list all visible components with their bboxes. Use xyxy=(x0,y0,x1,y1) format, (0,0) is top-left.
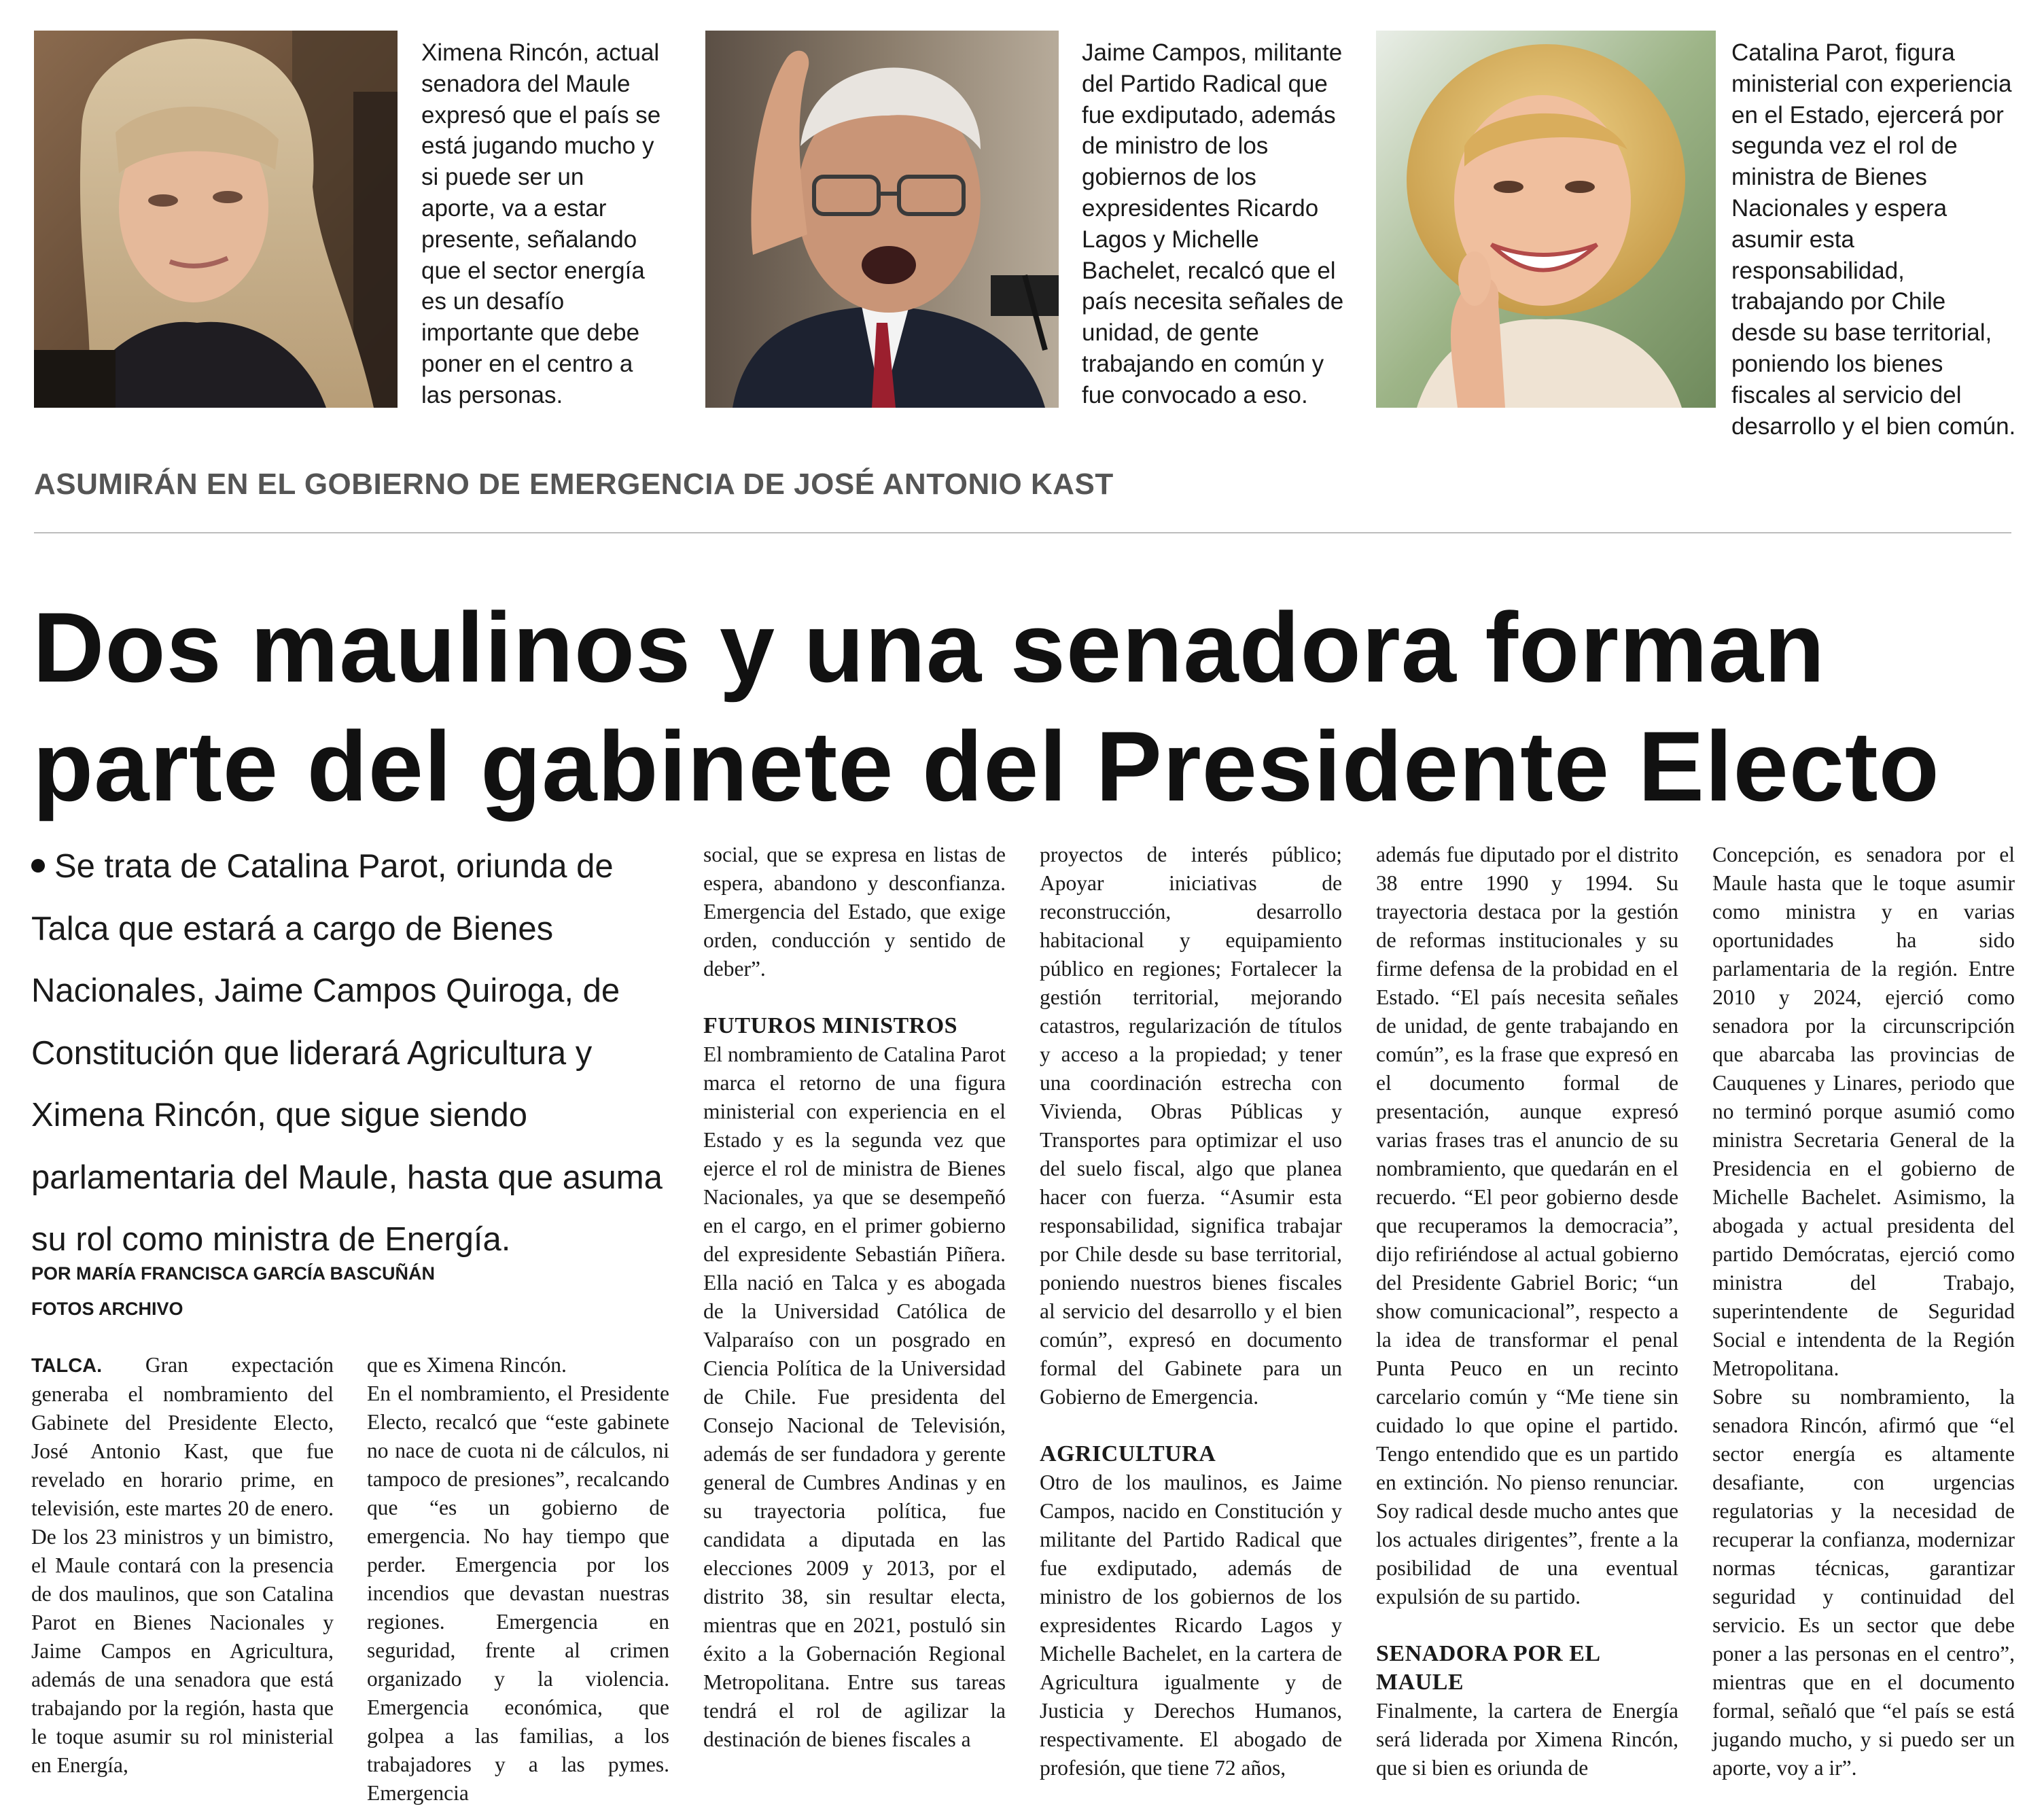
body-paragraph: proyectos de interés público; Apoyar iniciativas de reconstrucción, desarrollo habitacional y equipamiento público en regiones; Fortalecer la gestión territorial, mejorando catastros, regularización de títulos y acceso a la propiedad; y tener una coordinación estrecha con Vivienda, Obras Públicas y Transportes para optimizar el uso del suelo fiscal, algo que planea hacer con fuerza. “Asumir esta responsabilidad, significa trabajar por Chile desde su base territorial, poniendo nuestros bienes fiscales al servicio del desarrollo y el bien común”, expresó en documento formal del Gabinete para un Gobierno de Emergencia. xyxy=(1040,843,1342,1409)
body-paragraph: además fue diputado por el distrito 38 entre 1990 y 1994. Su trayectoria destaca por la gestión de reformas institucionales y su firme defensa de la probidad en el Estado. “El país necesita señales de unidad, de gente trabajando en común”, es la frase que expresó en el documento formal de presentación, aunque expresó varias frases tras el anuncio de su nombramiento, que quedarán en el recuerdo. “El peor gobierno desde que recuperamos la democracia”, dijo refiriéndose al actual gobierno del Presidente Gabriel Boric; “un show comunicacional”, respecto a la idea de transformar el penal Punta Peuco en un recinto carcelario común y “Me tiene sin cuidado lo que opine el partido. Tengo entendido que es un partido en extinción. No pienso renunciar. Soy radical desde mucho antes que los actuales dirigentes”, frente a la posibilidad de una eventual expulsión de su partido. xyxy=(1376,843,1678,1608)
body-paragraph: En el nombramiento, el Presidente Electo, recalcó que “este gabinete no nace de cuota ni de cálculos, ni tampoco de presiones”, recalcando que “es un gobierno de emergencia. No hay tiempo que perder. Emergencia por los incendios que devastan nuestras regiones. Emergencia en seguridad, frente al crimen organizado y la violencia. Emergencia económica, que golpea a las familias, a los trabajadores y a las pymes. Emergencia xyxy=(367,1381,669,1805)
body-column-1 xyxy=(31,1351,334,1780)
article-lead xyxy=(31,836,684,1271)
body-paragraph: Finalmente, la cartera de Energía será liderada por Ximena Rincón, que si bien es oriunda de xyxy=(1376,1699,1678,1780)
article-kicker: ASUMIRÁN EN EL GOBIERNO DE EMERGENCIA DE JOSÉ ANTONIO KAST xyxy=(34,468,1114,501)
body-paragraph: social, que se expresa en listas de espera, abandono y desconfianza. Emergencia del Estado, que exige orden, conducción y sentido de deber”. xyxy=(703,843,1006,981)
body-paragraph: que es Ximena Rincón. xyxy=(367,1353,567,1377)
headline-line-2: parte del gabinete del Presidente Electo xyxy=(33,711,1940,822)
photo-jaime-campos xyxy=(705,31,1059,408)
body-column-5 xyxy=(1376,841,1678,1782)
body-column-6 xyxy=(1712,841,2015,1782)
photo-catalina-parot xyxy=(1376,31,1716,408)
body-column-3 xyxy=(703,841,1006,1754)
article-headline xyxy=(33,588,2024,826)
body-column-4 xyxy=(1040,841,1342,1782)
photo-caption-jaime-campos: Jaime Campos, militante del Partido Radical que fue exdiputado, además de ministro de los gobiernos de los expresidentes Ricardo Lagos y Michelle Bachelet, recalcó que el país necesita señales de unidad, de gente trabajando en común y fue convocado a eso. xyxy=(1082,39,1344,408)
photo-ximena-rincon xyxy=(34,31,398,408)
photo-credit: FOTOS ARCHIVO xyxy=(31,1299,183,1319)
headline-line-1: Dos maulinos y una senadora forman xyxy=(33,592,1826,703)
dateline: TALCA. xyxy=(31,1355,103,1377)
article-byline xyxy=(31,1256,435,1326)
body-paragraph: TALCA. Gran expectación generaba el nombramiento del Gabinete del Presidente Electo, José Antonio Kast, que fue revelado en horario prime, en televisión, este martes 20 de enero. De los 23 ministros y un bimistro, el Maule contará con la presencia de dos maulinos, que son Catalina Parot en Bienes Nacionales y Jaime Campos en Agricultura, además de una senadora que está trabajando por la región, hasta que le toque asumir su rol ministerial en Energía, xyxy=(31,1353,334,1777)
author-credit: POR MARÍA FRANCISCA GARCÍA BASCUÑÁN xyxy=(31,1263,435,1284)
body-column-2 xyxy=(367,1351,669,1808)
lead-text: Se trata de Catalina Parot, oriunda de Talca que estará a cargo de Bienes Nacionales, Jaime Campos Quiroga, de Constitución que liderará Agricultura y Ximena Rincón, que sigue siendo parlamentaria del Maule, hasta que asuma su rol como ministra de Energía. xyxy=(31,848,663,1258)
photo-caption-ximena-rincon: Ximena Rincón, actual senadora del Maule expresó que el país se está jugando mucho y si puede ser un aporte, va a estar presente, señalando que el sector energía es un desafío importante que debe poner en el centro a las personas. xyxy=(421,39,661,408)
body-paragraph: Sobre su nombramiento, la senadora Rincón, afirmó que “el sector energía es altamente desafiante, con urgencias regulatorias y la necesidad de recuperar la confianza, modernizar normas técnicas, garantizar seguridad y continuidad del servicio. Es un sector que debe poner a las personas en el centro”, mientras que en el documento formal, señaló que “el país se está jugando mucho, y si puedo ser un aporte, voy a ir”. xyxy=(1712,1385,2015,1780)
body-paragraph: Otro de los maulinos, es Jaime Campos, nacido en Constitución y militante del Partido Radical que fue exdiputado, además de ministro de los gobiernos de los expresidentes Ricardo Lagos y Michelle Bachelet, en la cartera de Agricultura igualmente y de Justicia y Derechos Humanos, respectivamente. El abogado de profesión, que tiene 72 años, xyxy=(1040,1471,1342,1780)
photo-caption-catalina-parot: Catalina Parot, figura ministerial con experiencia en el Estado, ejercerá por segunda vez el rol de ministra de Bienes Nacionales y espera asumir esta responsabilidad, trabajando por Chile desde su base territorial, poniendo los bienes fiscales al servicio del desarrollo y el bien común. xyxy=(1731,39,2016,440)
subheading-futuros-ministros: FUTUROS MINISTROS xyxy=(703,1013,958,1038)
body-paragraph: El nombramiento de Catalina Parot marca el retorno de una figura ministerial con experiencia en el Estado y es la segunda vez que ejerce el rol de ministra de Bienes Nacionales, ya que se desempeñó en el cargo, en el primer gobierno del expresidente Sebastián Piñera. Ella nació en Talca y es abogada de la Universidad Católica de Valparaíso con un posgrado en Ciencia Política de la Universidad de Chile. Fue presidenta del Consejo Nacional de Televisión, además de ser fundadora y gerente general de Cumbres Andinas y en su trayectoria política, fue candidata a diputada en las elecciones 2009 y 2013, por el distrito 38, sin resultar electa, mientras que en 2021, postuló sin éxito a la Gobernación Regional Metropolitana. Entre sus tareas tendrá el rol de agilizar la destinación de bienes fiscales a xyxy=(703,1042,1006,1751)
section-divider xyxy=(34,532,2011,533)
subheading-agricultura: AGRICULTURA xyxy=(1040,1441,1216,1466)
body-paragraph: Concepción, es senadora por el Maule hasta que le toque asumir como ministra y en varias oportunidades ha sido parlamentaria de la región. Entre 2010 y 2024, ejerció como senadora por la circunscripción que abarcaba las provincias de Cauquenes y Linares, periodo que no terminó porque asumió como ministra Secretaria General de la Presidencia en el gobierno de Michelle Bachelet. Asimismo, la abogada y actual presidenta del partido Demócratas, ejerció como ministra del Trabajo, superintendente de Seguridad Social e intendenta de la Región Metropolitana. xyxy=(1712,843,2015,1380)
subheading-senadora-por-el-maule: SENADORA POR EL MAULE xyxy=(1376,1641,1600,1695)
bullet-icon xyxy=(31,859,45,873)
